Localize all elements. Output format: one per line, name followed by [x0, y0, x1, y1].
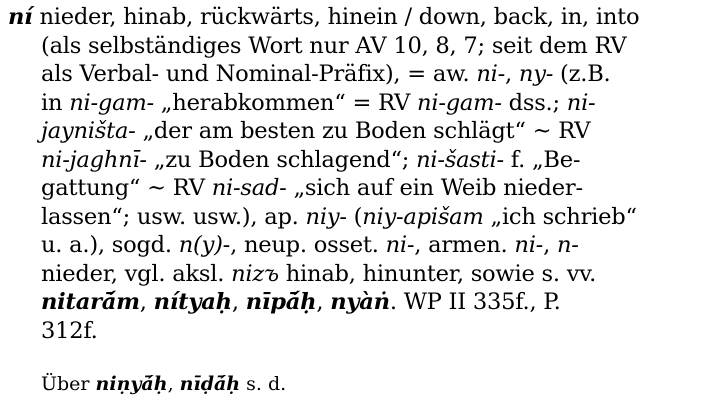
line-8-seg-0: lassen“; usw. usw.), ap.: [41, 203, 306, 230]
line-9-seg-3: ni-: [385, 232, 415, 258]
line-8-seg-3: niy-apišam: [362, 203, 484, 230]
line-9-seg-5: ni-: [514, 232, 544, 258]
line-10-seg-2: hinab, hinunter, sowie s. vv.: [278, 260, 597, 287]
line-9-seg-2: , neup. osset.: [230, 232, 386, 258]
line-9-seg-1: n(y)-: [178, 232, 231, 258]
line-11-seg-5: ,: [316, 289, 331, 315]
line-5-seg-1: „der am besten zu Boden schlägt“ ~ RV: [135, 118, 591, 144]
entry-line-3: [8, 60, 714, 89]
line-11-seg-2: nítyaḥ: [153, 289, 232, 315]
entry-line-6: [8, 146, 714, 175]
entry-line-12: [8, 317, 714, 346]
line-11-seg-1: ,: [139, 289, 154, 315]
line-3-seg-4: (z.B.: [553, 61, 611, 87]
line-4-seg-2: „herabkommen“ = RV: [153, 89, 418, 116]
line-9-seg-4: , armen.: [414, 232, 515, 258]
seg-0-0: nieder, hinab, rückwärts, hinein / down, back, in, into: [32, 4, 640, 30]
entry-line-4: [8, 89, 714, 118]
line-4-seg-5: ni-: [566, 89, 596, 116]
note-seg-0: Über: [41, 373, 96, 395]
line-3-seg-3: ny-: [518, 61, 554, 87]
note-seg-3: nīḍā́ḥ: [179, 373, 241, 395]
entry-line-1: [8, 3, 714, 32]
line-3-seg-2: ,: [505, 61, 519, 87]
entry-line-8: [8, 203, 714, 232]
line-6-seg-2: ni-šasti-: [416, 146, 504, 173]
line-7-seg-2: „sich auf ein Weib nieder-: [286, 175, 583, 201]
line-6-seg-0: ni-jaghnī-: [41, 146, 147, 173]
line-2-seg-0: (als selbständiges Wort nur AV 10, 8, 7; seit dem RV: [41, 32, 627, 59]
line-10-seg-1: nizъ: [231, 260, 279, 287]
line-11-seg-3: ,: [231, 289, 246, 315]
dictionary-entry: [8, 3, 714, 345]
line-3-seg-1: ni-: [476, 61, 506, 87]
line-4-seg-4: dss.;: [501, 89, 567, 116]
entry-line-2: [8, 32, 714, 61]
line-7-seg-1: ni-sad-: [211, 175, 287, 201]
entry-line-5: [8, 117, 714, 146]
entry-line-9: [8, 231, 714, 260]
line-4-seg-0: in: [41, 89, 70, 116]
line-8-seg-4: „ich schrieb“: [483, 203, 637, 230]
cross-reference-note: [41, 372, 286, 396]
line-5-seg-0: jayništa-: [41, 118, 136, 144]
line-11-seg-6: nyàṅ: [330, 289, 390, 315]
line-9-seg-6: ,: [543, 232, 557, 258]
entry-line-10: [8, 260, 714, 289]
line-7-seg-0: gattung“ ~ RV: [41, 175, 212, 201]
entry-line-7: [8, 174, 714, 203]
line-12-seg-0: 312f.: [41, 317, 98, 344]
line-8-seg-1: niy-: [305, 203, 347, 230]
line-10-seg-0: nieder, vgl. aksl.: [41, 260, 232, 287]
note-seg-4: s. d.: [240, 373, 287, 395]
line-11-seg-7: . WP II 335f., P.: [389, 289, 561, 315]
line-3-seg-0: als Verbal- und Nominal-Präfix), = aw.: [41, 61, 477, 87]
line-11-seg-0: nitarā́m: [41, 289, 140, 315]
line-8-seg-2: (: [346, 203, 363, 230]
line-9-seg-0: u. a.), sogd.: [41, 232, 179, 258]
headword: ní: [8, 4, 33, 30]
line-4-seg-1: ni-gam-: [69, 89, 154, 116]
line-11-seg-4: nīpā́ḥ: [245, 289, 317, 315]
note-seg-1: niṇyā́ḥ: [95, 373, 168, 395]
line-9-seg-7: n-: [556, 232, 579, 258]
note-seg-2: ,: [167, 373, 180, 395]
entry-line-11: [8, 288, 714, 317]
line-6-seg-3: f. „Be-: [503, 146, 581, 173]
line-4-seg-3: ni-gam-: [417, 89, 502, 116]
entry-body: [8, 32, 714, 346]
line-6-seg-1: „zu Boden schlagend“;: [146, 146, 417, 173]
